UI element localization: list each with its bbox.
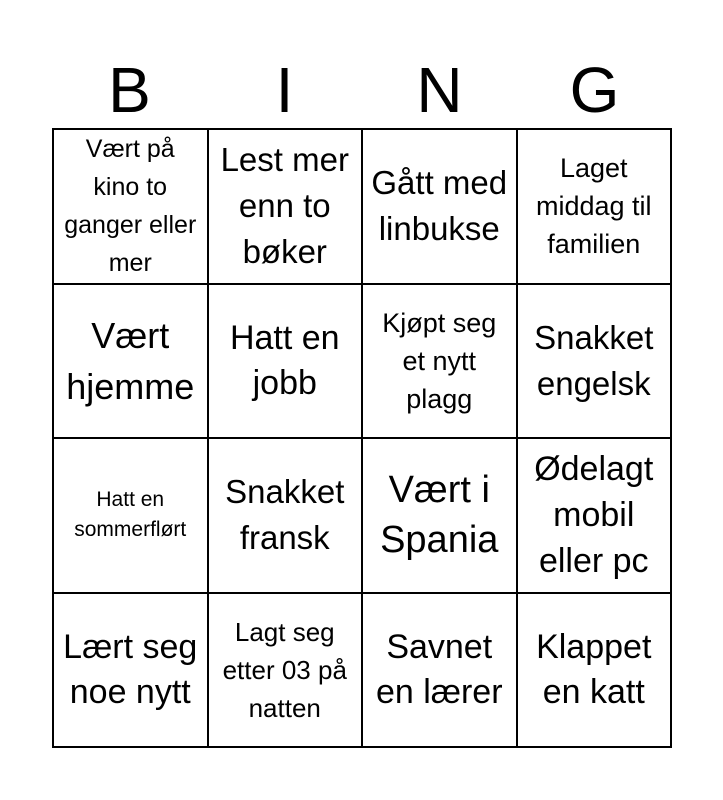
bingo-header bbox=[52, 52, 672, 128]
bingo-cell[interactable] bbox=[209, 594, 364, 749]
cell-text: Hatt en jobb bbox=[229, 318, 340, 402]
bingo-cell[interactable] bbox=[363, 285, 518, 440]
bingo-cell[interactable] bbox=[54, 439, 209, 594]
bingo-cell[interactable] bbox=[209, 285, 364, 440]
header-letter-i: I bbox=[275, 54, 294, 126]
cell-text: Vært i Spania bbox=[380, 469, 499, 562]
cell-text: Klappet en katt bbox=[536, 627, 652, 711]
cell-text: Lagt seg etter 03 på natten bbox=[222, 616, 347, 723]
bingo-board bbox=[52, 128, 672, 748]
header-letter-b: B bbox=[108, 54, 151, 126]
cell-text: Savnet en lærer bbox=[375, 627, 503, 711]
bingo-cell[interactable] bbox=[209, 439, 364, 594]
bingo-cell[interactable] bbox=[209, 130, 364, 285]
cell-text: Lest mer enn to bøker bbox=[220, 141, 349, 271]
header-letter-n: N bbox=[416, 54, 463, 126]
cell-text: Laget middag til familien bbox=[535, 153, 652, 260]
bingo-cell[interactable] bbox=[518, 285, 673, 440]
cell-text: Gått med linbukse bbox=[371, 164, 508, 248]
bingo-cell[interactable] bbox=[54, 285, 209, 440]
cell-text: Kjøpt seg et nytt plagg bbox=[382, 307, 497, 414]
header-letter-g: G bbox=[569, 54, 620, 126]
cell-text: Hatt en sommerflørt bbox=[74, 488, 187, 542]
bingo-cell[interactable] bbox=[518, 130, 673, 285]
bingo-cell[interactable] bbox=[363, 594, 518, 749]
cell-text: Lært seg noe nytt bbox=[63, 627, 198, 711]
bingo-cell[interactable] bbox=[54, 594, 209, 749]
bingo-cell[interactable] bbox=[363, 439, 518, 594]
bingo-cell[interactable] bbox=[518, 439, 673, 594]
cell-text: Ødelagt mobil eller pc bbox=[534, 450, 654, 581]
bingo-cell[interactable] bbox=[363, 130, 518, 285]
bingo-cell[interactable] bbox=[54, 130, 209, 285]
cell-text: Vært hjemme bbox=[66, 314, 195, 407]
bingo-cell[interactable] bbox=[518, 594, 673, 749]
cell-text: Vært på kino to ganger eller mer bbox=[64, 135, 197, 278]
cell-text: Snakket fransk bbox=[225, 473, 345, 557]
cell-text: Snakket engelsk bbox=[534, 318, 654, 402]
